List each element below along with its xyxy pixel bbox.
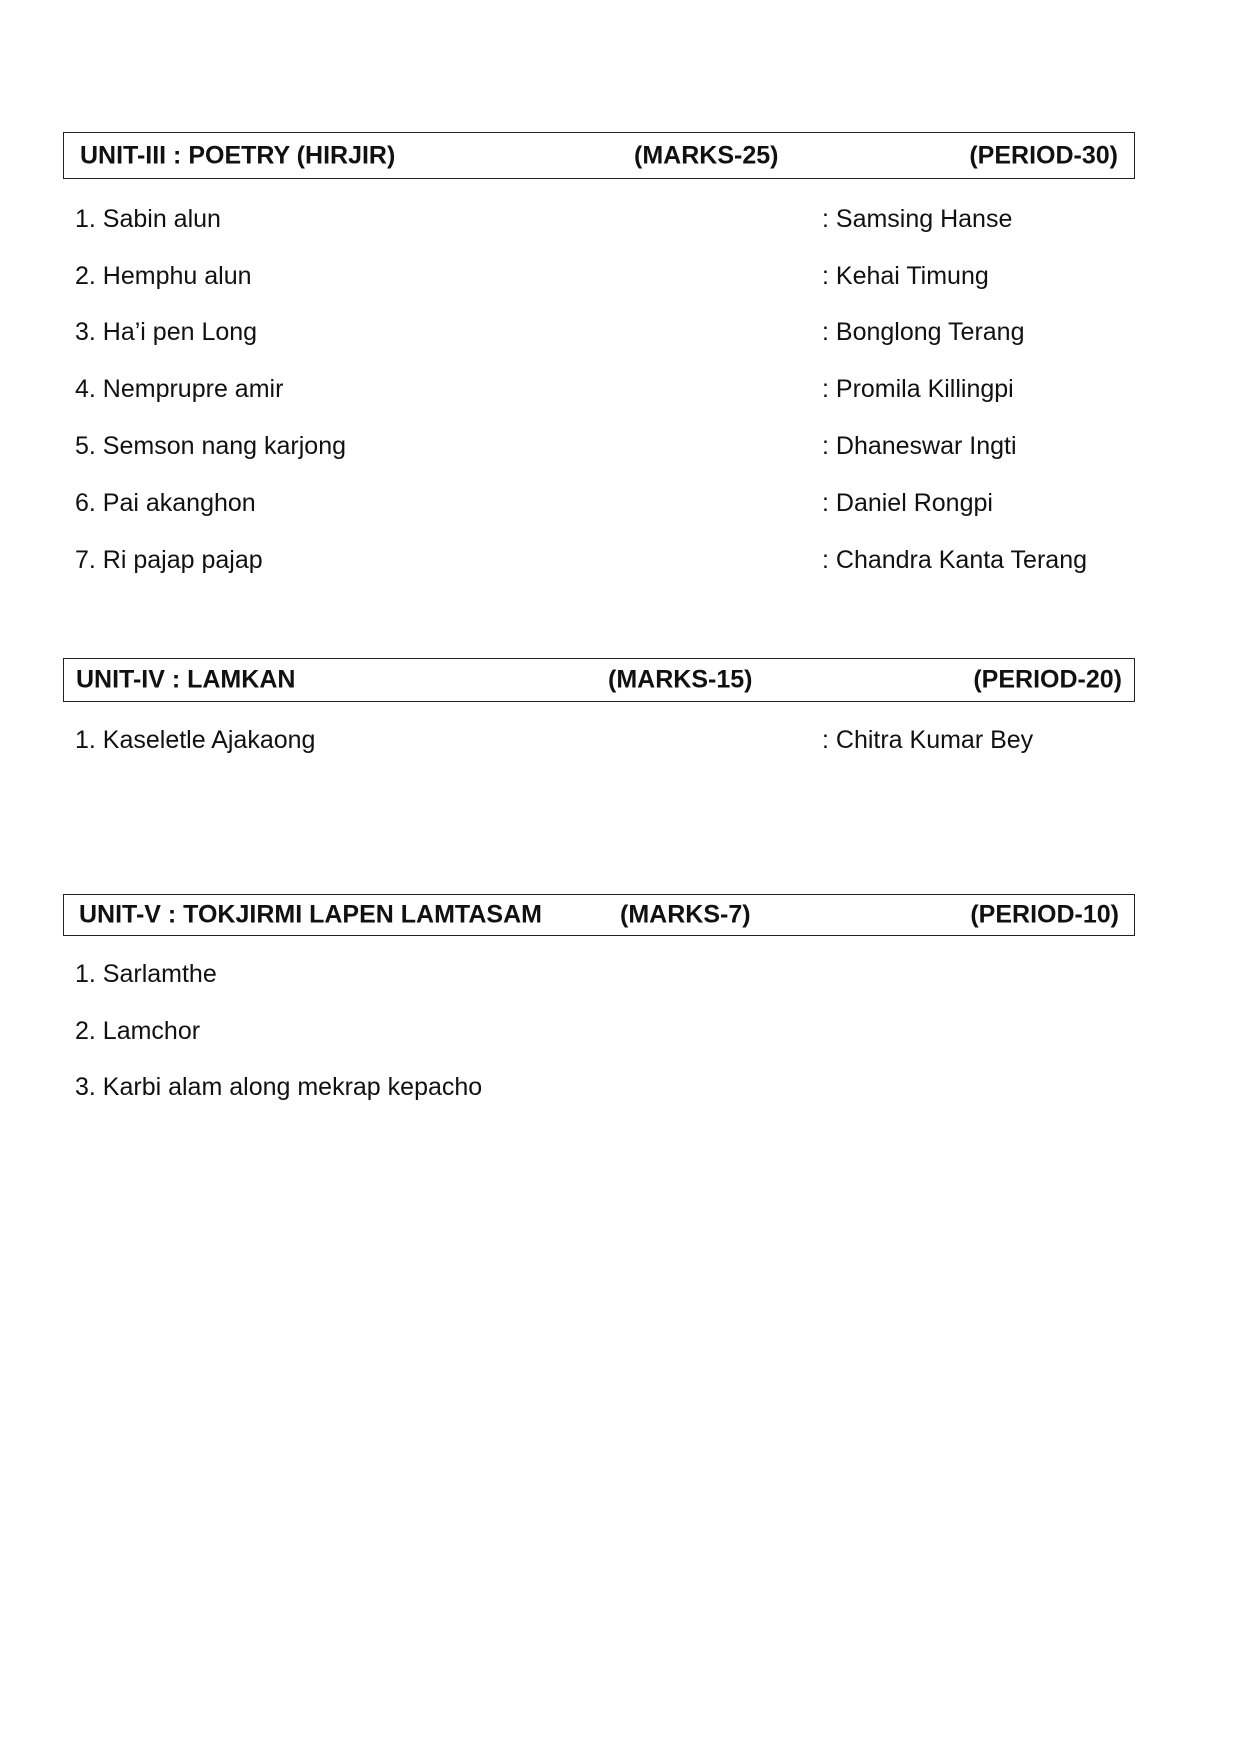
list-item: 2. Hemphu alun (75, 262, 252, 290)
unit-4-header (63, 658, 1135, 702)
unit-3-period: (PERIOD-30) (969, 141, 1118, 169)
list-item: 3. Karbi alam along mekrap kepacho (75, 1073, 483, 1101)
list-item: 1. Sabin alun (75, 205, 221, 233)
list-item: 4. Nemprupre amir (75, 375, 284, 403)
list-item-author: : Promila Killingpi (822, 375, 1014, 403)
unit-4-period: (PERIOD-20) (973, 665, 1122, 694)
unit-3-header (63, 132, 1135, 179)
list-item: 1. Sarlamthe (75, 960, 217, 988)
unit-5-header (63, 894, 1135, 936)
unit-4-marks: (MARKS-15) (608, 665, 753, 694)
list-item-author: : Chandra Kanta Terang (822, 546, 1088, 574)
list-item: 2. Lamchor (75, 1017, 201, 1045)
list-item: 3. Ha’i pen Long (75, 318, 258, 346)
list-item-author: : Samsing Hanse (822, 205, 1013, 233)
unit-4-title: UNIT-IV : LAMKAN (76, 665, 296, 694)
unit-5-title: UNIT-V : TOKJIRMI LAPEN LAMTASAM (79, 900, 542, 929)
list-item: 7. Ri pajap pajap (75, 546, 263, 574)
list-item-author: : Chitra Kumar Bey (822, 726, 1034, 754)
list-item-author: : Kehai Timung (822, 262, 989, 290)
list-item: 6. Pai akanghon (75, 489, 256, 517)
unit-5-period: (PERIOD-10) (970, 900, 1119, 929)
list-item-author: : Bonglong Terang (822, 318, 1025, 346)
unit-5-marks: (MARKS-7) (620, 900, 751, 929)
unit-3-marks: (MARKS-25) (634, 141, 779, 169)
list-item: 1. Kaseletle Ajakaong (75, 726, 316, 754)
unit-3-title: UNIT-III : POETRY (HIRJIR) (80, 141, 396, 169)
list-item: 5. Semson nang karjong (75, 432, 347, 460)
list-item-author: : Daniel Rongpi (822, 489, 993, 517)
list-item-author: : Dhaneswar Ingti (822, 432, 1017, 460)
